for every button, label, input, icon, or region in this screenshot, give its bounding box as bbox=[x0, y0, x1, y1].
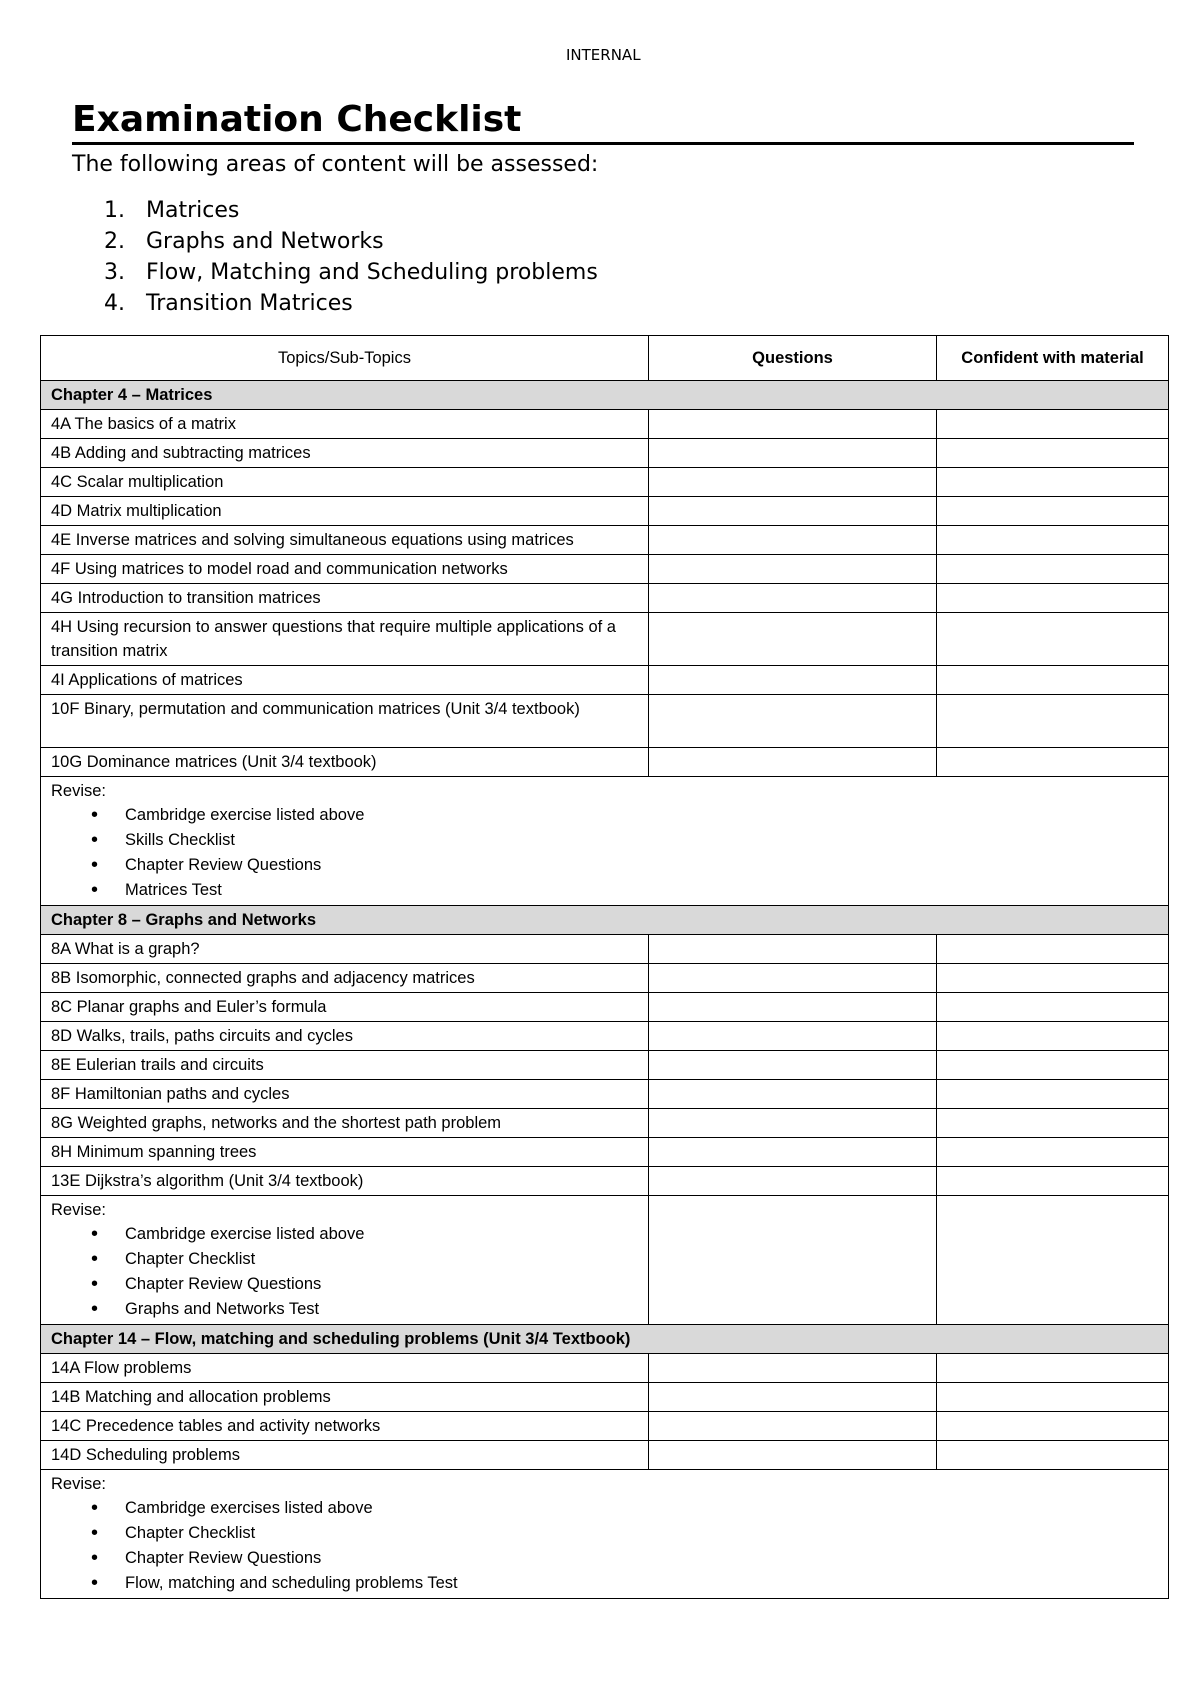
questions-cell[interactable] bbox=[649, 1196, 937, 1325]
revise-list bbox=[51, 1222, 638, 1322]
header-questions: Questions bbox=[649, 336, 937, 381]
questions-cell[interactable] bbox=[649, 748, 937, 777]
assessed-areas-list bbox=[104, 195, 598, 319]
confident-cell[interactable] bbox=[937, 410, 1169, 439]
table-row: 13E Dijkstra’s algorithm (Unit 3/4 textbook) bbox=[41, 1167, 1169, 1196]
table-row: 4H Using recursion to answer questions that require multiple applications of a transition matrix bbox=[41, 613, 1169, 666]
questions-cell[interactable] bbox=[649, 468, 937, 497]
header-confident: Confident with material bbox=[937, 336, 1169, 381]
table-header-row bbox=[41, 336, 1169, 381]
list-item: • Cambridge exercises listed above bbox=[125, 1496, 1158, 1521]
questions-cell[interactable] bbox=[649, 1138, 937, 1167]
questions-cell[interactable] bbox=[649, 993, 937, 1022]
revise-label: Revise: bbox=[51, 782, 107, 800]
questions-cell[interactable] bbox=[649, 964, 937, 993]
list-item: 3. Flow, Matching and Scheduling problems bbox=[104, 260, 598, 285]
list-item: • Matrices Test bbox=[125, 878, 1158, 903]
table-row: 4C Scalar multiplication bbox=[41, 468, 1169, 497]
confident-cell[interactable] bbox=[937, 964, 1169, 993]
questions-cell[interactable] bbox=[649, 1051, 937, 1080]
confident-cell[interactable] bbox=[937, 1383, 1169, 1412]
questions-cell[interactable] bbox=[649, 1383, 937, 1412]
confident-cell[interactable] bbox=[937, 468, 1169, 497]
revise-row bbox=[41, 1470, 1169, 1599]
questions-cell[interactable] bbox=[649, 526, 937, 555]
list-item: • Flow, matching and scheduling problems Test bbox=[125, 1571, 1158, 1596]
questions-cell[interactable] bbox=[649, 1354, 937, 1383]
table-row: 8C Planar graphs and Euler’s formula bbox=[41, 993, 1169, 1022]
list-item: • Cambridge exercise listed above bbox=[125, 803, 1158, 828]
list-item: • Skills Checklist bbox=[125, 828, 1158, 853]
list-item: 4. Transition Matrices bbox=[104, 291, 353, 316]
checklist-table bbox=[40, 335, 1169, 1599]
questions-cell[interactable] bbox=[649, 555, 937, 584]
confident-cell[interactable] bbox=[937, 1441, 1169, 1470]
table-row: 4B Adding and subtracting matrices bbox=[41, 439, 1169, 468]
chapter-row bbox=[41, 906, 1169, 935]
chapter-title: Chapter 14 – Flow, matching and scheduling problems (Unit 3/4 Textbook) bbox=[41, 1325, 1169, 1354]
revise-label: Revise: bbox=[51, 1475, 107, 1493]
confident-cell[interactable] bbox=[937, 666, 1169, 695]
table-row: 4G Introduction to transition matrices bbox=[41, 584, 1169, 613]
questions-cell[interactable] bbox=[649, 1080, 937, 1109]
table-row: 4D Matrix multiplication bbox=[41, 497, 1169, 526]
confident-cell[interactable] bbox=[937, 748, 1169, 777]
confident-cell[interactable] bbox=[937, 1080, 1169, 1109]
table-row: 8G Weighted graphs, networks and the shortest path problem bbox=[41, 1109, 1169, 1138]
table-row: 8B Isomorphic, connected graphs and adjacency matrices bbox=[41, 964, 1169, 993]
confident-cell[interactable] bbox=[937, 1412, 1169, 1441]
questions-cell[interactable] bbox=[649, 695, 937, 748]
questions-cell[interactable] bbox=[649, 410, 937, 439]
questions-cell[interactable] bbox=[649, 497, 937, 526]
questions-cell[interactable] bbox=[649, 1022, 937, 1051]
table-row: 4F Using matrices to model road and communication networks bbox=[41, 555, 1169, 584]
questions-cell[interactable] bbox=[649, 1441, 937, 1470]
table-row: 8D Walks, trails, paths circuits and cycles bbox=[41, 1022, 1169, 1051]
confident-cell[interactable] bbox=[937, 1051, 1169, 1080]
page-title: Examination Checklist bbox=[72, 98, 1134, 145]
list-item: • Graphs and Networks Test bbox=[125, 1297, 638, 1322]
revise-label: Revise: bbox=[51, 1201, 107, 1219]
confident-cell[interactable] bbox=[937, 1109, 1169, 1138]
revise-cell bbox=[41, 1196, 649, 1325]
list-item: • Chapter Checklist bbox=[125, 1521, 1158, 1546]
table-row: 4A The basics of a matrix bbox=[41, 410, 1169, 439]
list-item: • Chapter Review Questions bbox=[125, 1546, 1158, 1571]
confident-cell[interactable] bbox=[937, 584, 1169, 613]
confident-cell[interactable] bbox=[937, 1167, 1169, 1196]
confident-cell[interactable] bbox=[937, 1354, 1169, 1383]
table-row: 14C Precedence tables and activity networks bbox=[41, 1412, 1169, 1441]
confident-cell[interactable] bbox=[937, 439, 1169, 468]
chapter-row bbox=[41, 381, 1169, 410]
revise-cell bbox=[41, 1470, 1169, 1599]
list-item: • Chapter Review Questions bbox=[125, 1272, 638, 1297]
confident-cell[interactable] bbox=[937, 695, 1169, 748]
table-row: 8H Minimum spanning trees bbox=[41, 1138, 1169, 1167]
confident-cell[interactable] bbox=[937, 993, 1169, 1022]
table-row: 14B Matching and allocation problems bbox=[41, 1383, 1169, 1412]
intro-text: The following areas of content will be assessed: bbox=[72, 152, 599, 177]
confident-cell[interactable] bbox=[937, 1138, 1169, 1167]
revise-list bbox=[51, 1496, 1158, 1596]
questions-cell[interactable] bbox=[649, 439, 937, 468]
table-row: 14D Scheduling problems bbox=[41, 1441, 1169, 1470]
revise-row bbox=[41, 1196, 1169, 1325]
revise-cell bbox=[41, 777, 1169, 906]
list-item: • Chapter Review Questions bbox=[125, 853, 1158, 878]
list-item: 2. Graphs and Networks bbox=[104, 229, 384, 254]
confident-cell[interactable] bbox=[937, 526, 1169, 555]
table-row: 8A What is a graph? bbox=[41, 935, 1169, 964]
list-item: • Cambridge exercise listed above bbox=[125, 1222, 638, 1247]
questions-cell[interactable] bbox=[649, 1412, 937, 1441]
revise-row bbox=[41, 777, 1169, 906]
questions-cell[interactable] bbox=[649, 666, 937, 695]
confident-cell[interactable] bbox=[937, 1196, 1169, 1325]
header-topics: Topics/Sub-Topics bbox=[41, 336, 649, 381]
questions-cell[interactable] bbox=[649, 935, 937, 964]
confident-cell[interactable] bbox=[937, 497, 1169, 526]
confident-cell[interactable] bbox=[937, 555, 1169, 584]
confident-cell[interactable] bbox=[937, 1022, 1169, 1051]
questions-cell[interactable] bbox=[649, 1109, 937, 1138]
chapter-row bbox=[41, 1325, 1169, 1354]
chapter-title: Chapter 4 – Matrices bbox=[41, 381, 1169, 410]
table-row: 10F Binary, permutation and communication matrices (Unit 3/4 textbook) bbox=[41, 695, 1169, 748]
table-row: 10G Dominance matrices (Unit 3/4 textbook) bbox=[41, 748, 1169, 777]
chapter-title: Chapter 8 – Graphs and Networks bbox=[41, 906, 1169, 935]
questions-cell[interactable] bbox=[649, 584, 937, 613]
table-row: 8F Hamiltonian paths and cycles bbox=[41, 1080, 1169, 1109]
revise-list bbox=[51, 803, 1158, 903]
table-row: 8E Eulerian trails and circuits bbox=[41, 1051, 1169, 1080]
list-item: • Chapter Checklist bbox=[125, 1247, 638, 1272]
list-item: 1. Matrices bbox=[104, 198, 240, 223]
questions-cell[interactable] bbox=[649, 613, 937, 666]
classification-label: INTERNAL bbox=[566, 46, 641, 64]
confident-cell[interactable] bbox=[937, 613, 1169, 666]
table-row: 4E Inverse matrices and solving simultaneous equations using matrices bbox=[41, 526, 1169, 555]
table-row: 4I Applications of matrices bbox=[41, 666, 1169, 695]
table-row: 14A Flow problems bbox=[41, 1354, 1169, 1383]
questions-cell[interactable] bbox=[649, 1167, 937, 1196]
confident-cell[interactable] bbox=[937, 935, 1169, 964]
